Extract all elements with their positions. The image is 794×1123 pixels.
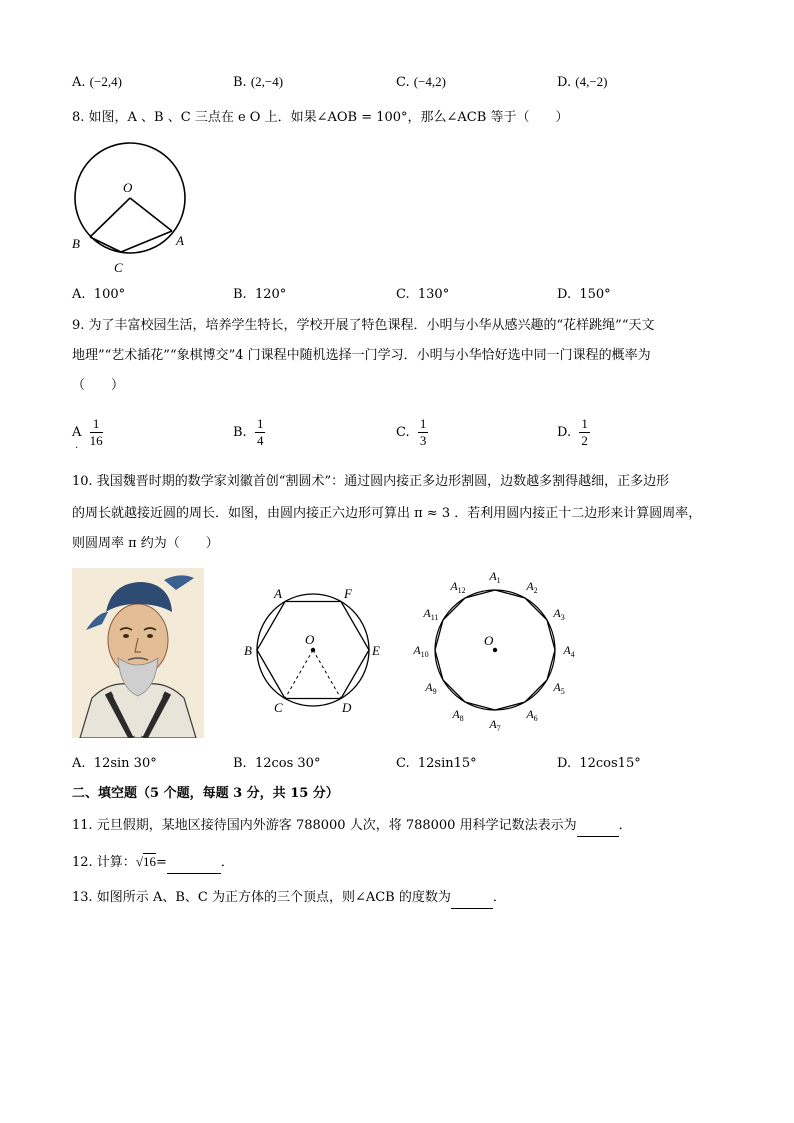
q8-label-a: A <box>176 233 184 248</box>
q8-option-c: C. 130° <box>396 287 450 302</box>
dodeca-label-a8: $A_8$ <box>452 707 464 724</box>
q11-answer-blank[interactable] <box>577 816 619 837</box>
q13-text: 13. 如图所示 A、B、C 为正方体的三个顶点，则∠ACB 的度数为 ． <box>72 888 506 909</box>
q7-option-c: C. (−4,2) <box>396 74 447 90</box>
q10-stem-line-1: 10. 我国魏晋时期的数学家刘徽首创“割圆术”：通过圆内接正多边形割圆，边数越多割得越细，正多边形 <box>72 474 670 489</box>
q10-stem-line-2: 的周长就越接近圆的周长．如图，由圆内接正六边形可算出 π ≈ 3 ．若利用圆内接正十二边形来计算圆周率， <box>72 506 702 521</box>
q8-label-c: C <box>114 260 123 275</box>
q8-circle-figure <box>68 140 198 280</box>
hex-label-a: A <box>274 586 282 601</box>
section-2-title: 二、填空题（5 个题，每题 3 分，共 15 分） <box>72 786 339 801</box>
q13-answer-blank[interactable] <box>451 888 493 909</box>
dodeca-label-a11: $A_{11}$ <box>423 606 439 622</box>
q10-option-c: C. 12sin15° <box>396 756 477 771</box>
q9-option-a: A $\frac{1}{16}$ <box>72 416 103 448</box>
q7-option-a: A. (−2,4) <box>72 74 122 90</box>
q10-option-d: D. 12cos15° <box>557 756 641 771</box>
dodeca-label-a4: $A_4$ <box>563 643 575 659</box>
q10-option-a: A. 12sin 30° <box>72 756 157 771</box>
q9-stem-line-3: （ ） <box>72 378 125 393</box>
q9-option-c: C. $\frac{1}{3}$ <box>396 416 427 448</box>
dodeca-label-a3: $A_3$ <box>553 606 565 622</box>
q9-option-a-dot: . <box>75 440 79 451</box>
hex-label-f: F <box>344 586 352 601</box>
dodeca-label-a5: $A_5$ <box>553 680 565 696</box>
q10-stem-line-3: 则圆周率 π 约为（ ） <box>72 536 219 551</box>
dodeca-label-a2: $A_2$ <box>526 578 538 595</box>
dodeca-label-a6: $A_6$ <box>526 707 538 724</box>
q12-text: 12. 计算：√16= ． <box>72 852 234 874</box>
hex-label-b: B <box>244 643 252 658</box>
q7-option-b: B. (2,−4) <box>233 74 284 90</box>
hex-label-e: E <box>372 643 380 658</box>
q9-option-b: B. $\frac{1}{4}$ <box>233 416 264 448</box>
liu-hui-portrait <box>72 568 204 738</box>
hex-label-c: C <box>274 700 283 715</box>
dodeca-label-a10: $A_{10}$ <box>413 643 429 659</box>
dodecagon-figure <box>410 568 590 734</box>
hex-label-o: O <box>305 632 315 647</box>
q8-option-d: D. 150° <box>557 287 611 302</box>
dodeca-label-a9: $A_9$ <box>425 680 437 696</box>
q8-label-b: B <box>72 236 80 251</box>
q9-stem-line-2: 地理”“艺术插花”“象棋博交”4 门课程中随机选择一门学习．小明与小华恰好选中同一门课程的概率为 <box>72 348 651 363</box>
hex-label-d: D <box>342 700 352 715</box>
q7-option-d: D. (4,−2) <box>557 74 608 90</box>
q10-option-b: B. 12cos 30° <box>233 756 321 771</box>
dodeca-label-a1: $A_1$ <box>489 569 501 585</box>
dodeca-label-a12: $A_{12}$ <box>450 578 466 595</box>
q8-option-a: A. 100° <box>72 287 126 302</box>
hexagon-figure <box>238 578 388 718</box>
q9-stem-line-1: 9. 为了丰富校园生活，培养学生特长，学校开展了特色课程．小明与小华从感兴趣的“花样跳绳”“天文 <box>72 318 655 333</box>
q8-option-b: B. 120° <box>233 287 287 302</box>
q9-option-d: D. $\frac{1}{2}$ <box>557 416 588 448</box>
dodeca-label-a7: $A_7$ <box>489 717 501 733</box>
q12-answer-blank[interactable] <box>167 853 221 874</box>
dodeca-label-o: O <box>484 633 494 648</box>
q8-stem: 8. 如图，A 、B 、C 三点在 e O 上．如果∠AOB = 100°，那么∠ACB 等于（ ） <box>72 110 569 125</box>
q11-text: 11. 元旦假期，某地区接待国内外游客 788000 人次，将 788000 用科学记数法表示为 ． <box>72 816 632 837</box>
q8-label-o: O <box>123 180 133 195</box>
